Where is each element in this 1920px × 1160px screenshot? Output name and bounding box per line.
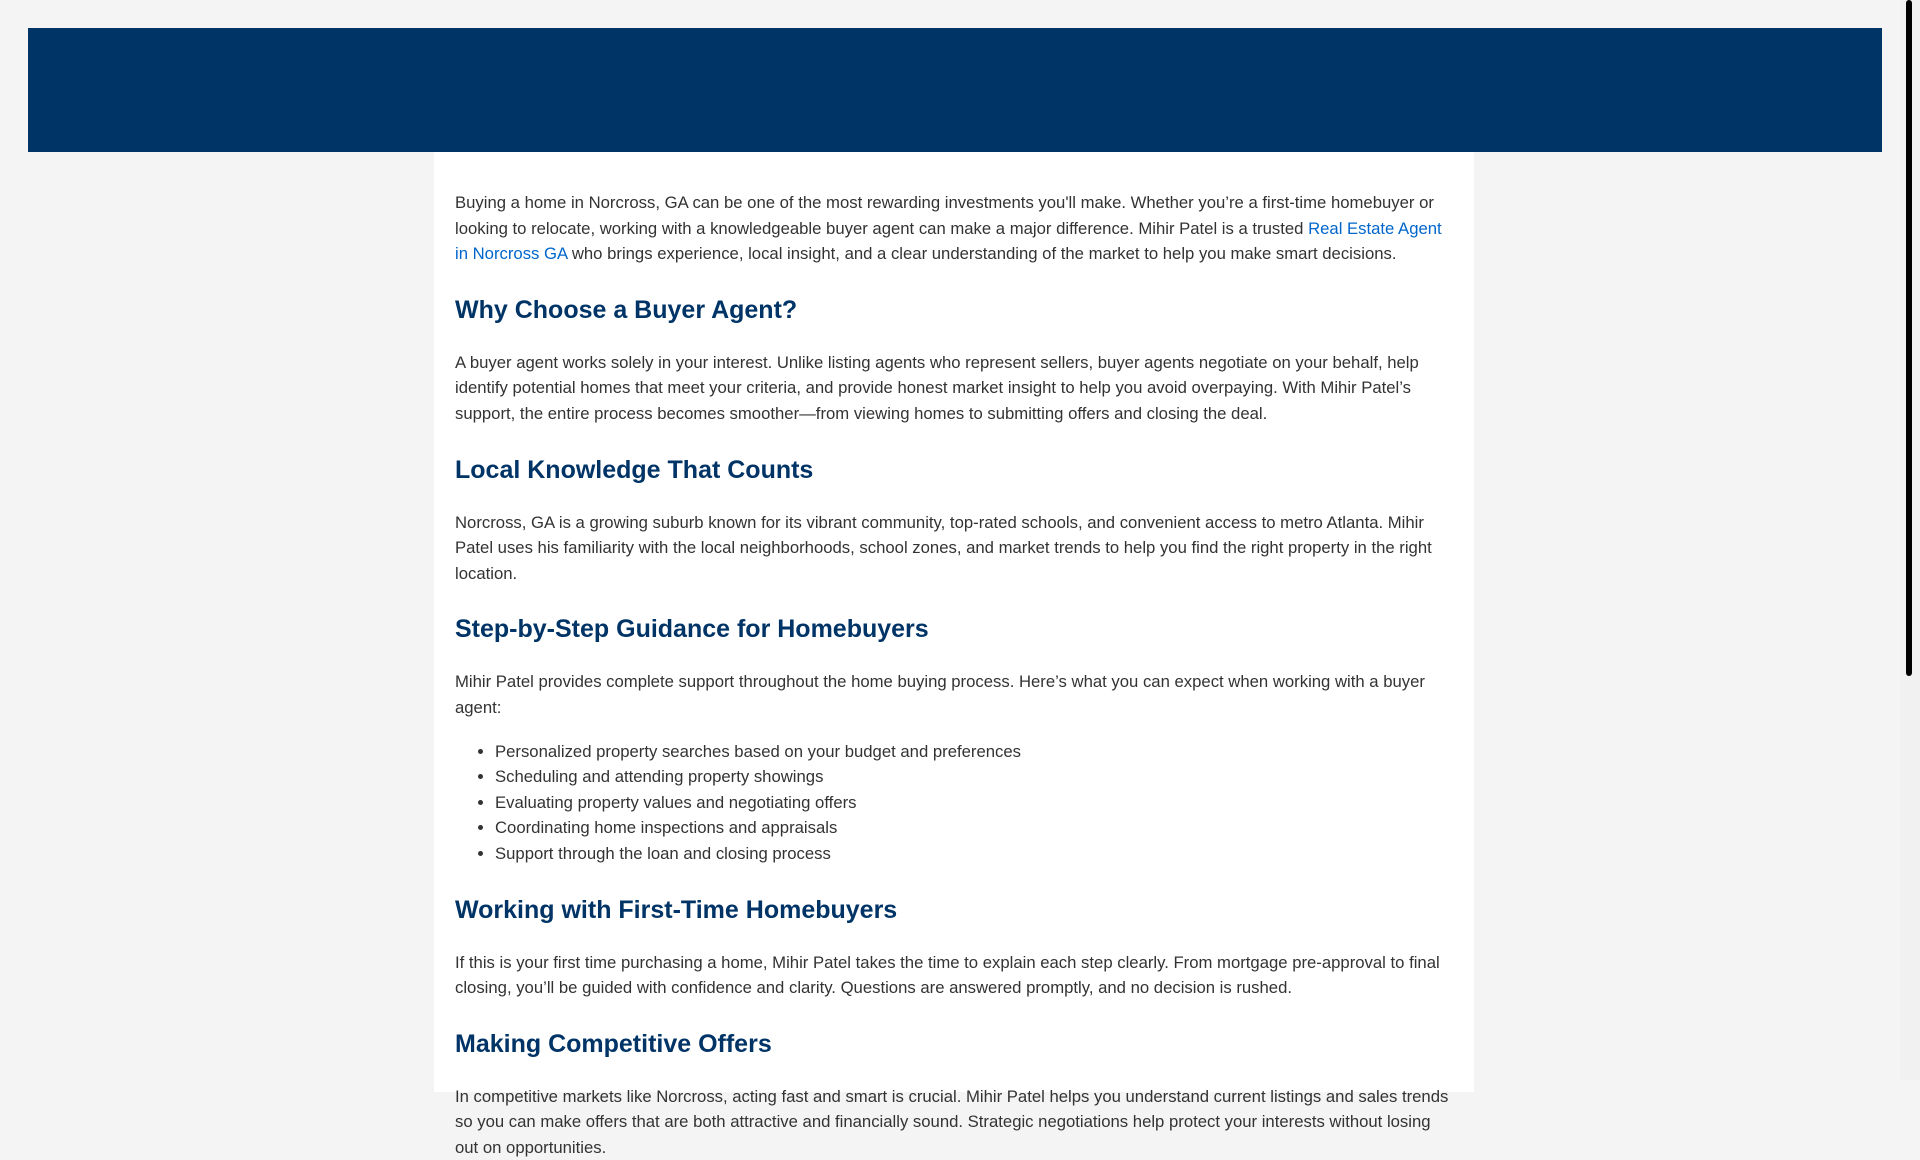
article-content <box>434 152 1474 1157</box>
list-item: • Personalized property searches based on your budget and preferences <box>495 739 1454 765</box>
list-item: • Scheduling and attending property showings <box>495 764 1454 790</box>
real-estate-agent-link[interactable]: Real Estate Agent in Norcross GA <box>455 218 1442 264</box>
list-item: • Evaluating property values and negotiating offers <box>495 790 1454 816</box>
section-heading-competitive-offers: Making Competitive Offers <box>455 1029 772 1058</box>
section-heading-step-by-step: Step-by-Step Guidance for Homebuyers <box>455 615 929 644</box>
section-paragraph-why-buyer-agent: A buyer agent works solely in your interest. Unlike listing agents who represent sellers, buyer agents negotiate on your behalf, help identify potential homes that meet your criteria, and provide honest market insight to help you avoid overpaying. With Mihir Patel’s support, the entire process becomes smoother—from viewing homes to submitting offers and closing the deal. <box>455 352 1419 423</box>
section-paragraph-first-time-homebuyers: If this is your first time purchasing a home, Mihir Patel takes the time to explain each step clearly. From mortgage pre-approval to final closing, you’ll be guided with confidence and clarity. Questions are answered promptly, and no decision is rushed. <box>455 952 1440 998</box>
section-paragraph-competitive-offers: In competitive markets like Norcross, acting fast and smart is crucial. Mihir Patel helps you understand current listings and sales trends so you can make offers that are both attractive and financially sound. Strategic negotiations help protect your interests without losing out on opportunities. <box>455 1086 1449 1157</box>
intro-paragraph <box>455 190 1454 267</box>
scrollbar-thumb[interactable] <box>1906 0 1912 676</box>
guidance-list <box>455 739 1454 867</box>
intro-text-before-link: Buying a home in Norcross, GA can be one of the most rewarding investments you'll make. Whether you’re a first-time homebuyer or looking to relocate, working with a knowledgeable buyer agent can make a major difference. Mihir Patel is a trusted <box>455 193 1434 238</box>
section-paragraph-step-by-step: Mihir Patel provides complete support throughout the home buying process. Here’s what you can expect when working with a buyer agent: <box>455 672 1425 717</box>
list-item: • Support through the loan and closing process <box>495 841 1454 867</box>
section-heading-local-knowledge: Local Knowledge That Counts <box>455 455 814 484</box>
intro-text-after-link: who brings experience, local insight, and a clear understanding of the market to help you make smart decisions. <box>567 244 1397 264</box>
list-item: • Coordinating home inspections and appraisals <box>495 815 1454 841</box>
section-heading-first-time-homebuyers: Working with First-Time Homebuyers <box>455 895 898 924</box>
section-paragraph-local-knowledge: Norcross, GA is a growing suburb known for its vibrant community, top-rated schools, and convenient access to metro Atlanta. Mihir Patel uses his familiarity with the local neighborhoods, school zones, and market trends to help you find the right property in the right location. <box>455 512 1432 583</box>
vertical-scrollbar[interactable] <box>1900 0 1920 1080</box>
section-heading-why-buyer-agent: Why Choose a Buyer Agent? <box>455 295 798 324</box>
header-banner <box>28 28 1882 152</box>
